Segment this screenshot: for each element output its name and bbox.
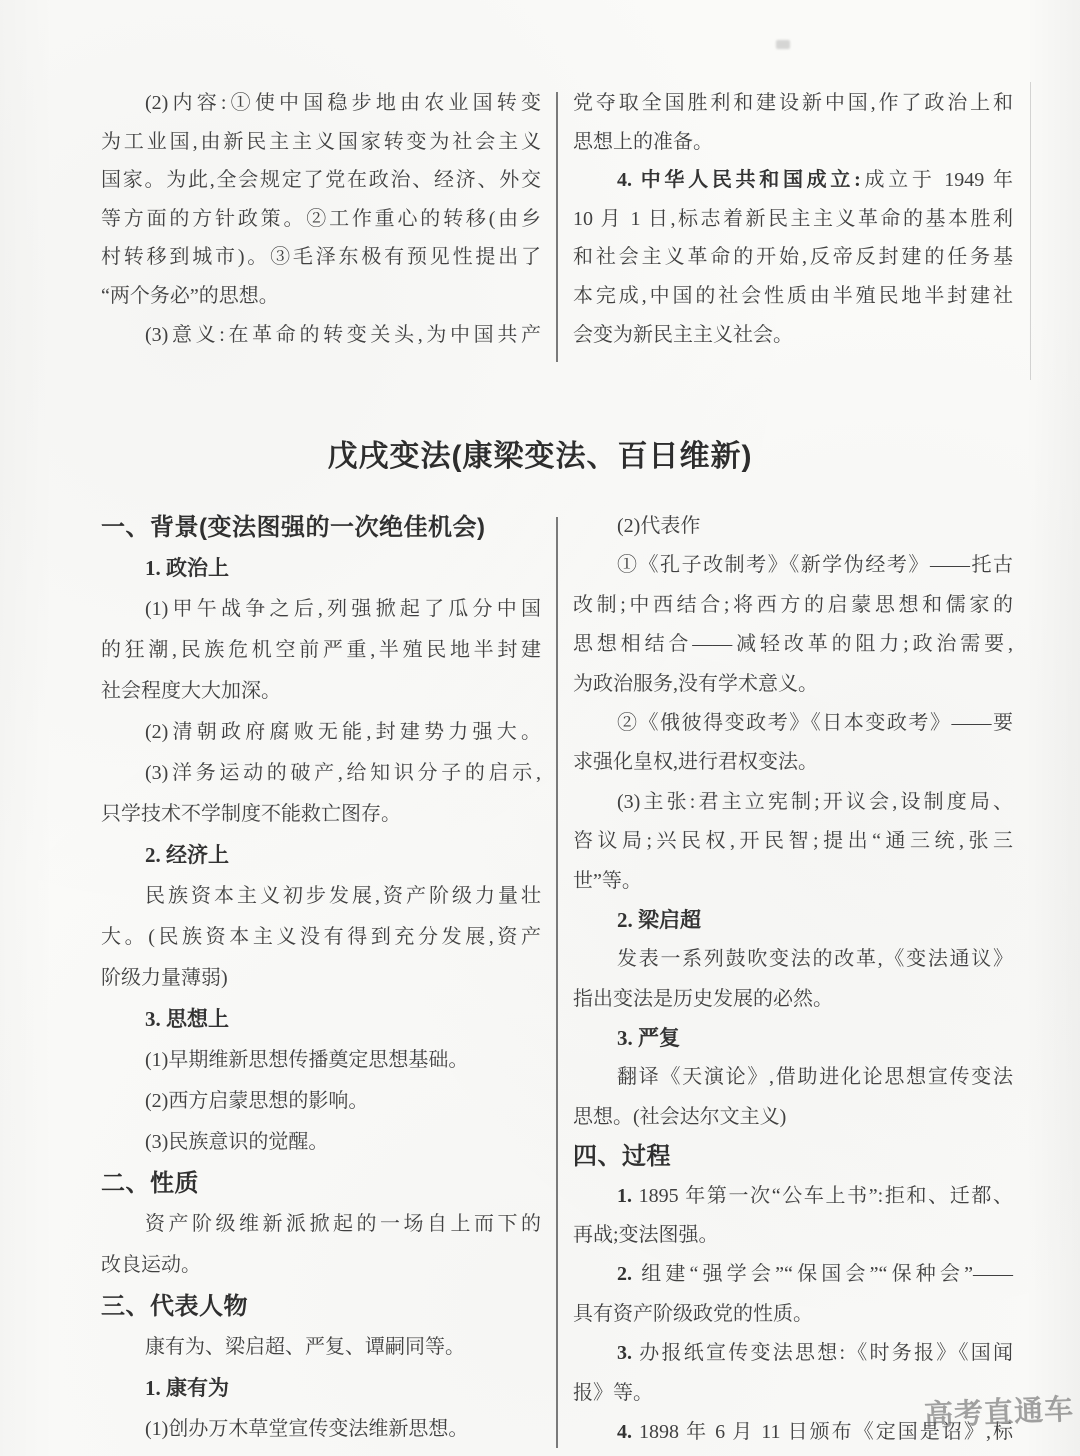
bold-text-run: 3. — [617, 1342, 640, 1365]
sub-heading: 1. 康有为 — [145, 1376, 229, 1400]
text-line: 4. 1898 年 6 月 11 日颁布《定国是诏》,标 — [617, 1420, 1013, 1443]
previous-topic-left-column — [101, 84, 541, 354]
text-line: 具有资产阶级政党的性质。 — [573, 1302, 813, 1325]
text-line: 国家。为此,全会规定了党在政治、经济、外交 — [101, 169, 541, 192]
text-line: (3)洋务运动的破产,给知识分子的启示, — [145, 762, 541, 784]
text-line: 只学技术不学制度不能救亡图存。 — [101, 803, 401, 825]
text-line: 翻译《天演论》,借助进化论思想宣传变法 — [617, 1066, 1013, 1089]
text-line: 本完成,中国的社会性质由半殖民地半封建社 — [573, 284, 1013, 307]
text-line: 再战;变法图强。 — [573, 1224, 719, 1247]
text-line: 和社会主义革命的开始,反帝反封建的任务基 — [573, 246, 1013, 269]
text-line: (2)清朝政府腐败无能,封建势力强大。 — [145, 721, 541, 743]
column-divider-bottom — [556, 517, 558, 1448]
text-line: (3)主张:君主立宪制;开议会,设制度局、 — [617, 790, 1013, 813]
text-line: 阶级力量薄弱) — [101, 967, 228, 989]
scan-edge-artifact — [1030, 82, 1031, 380]
text-line: ②《俄彼得变政考》《日本变政考》——要 — [617, 711, 1013, 734]
sub-heading: 3. 严复 — [617, 1026, 680, 1051]
text-line: 世”等。 — [573, 869, 642, 892]
text-line: (1)早期维新思想传播奠定思想基础。 — [145, 1049, 469, 1071]
text-line: 改制;中西结合;将西方的启蒙思想和儒家的 — [573, 593, 1013, 616]
text-line: 党夺取全国胜利和建设新中国,作了政治上和 — [573, 92, 1013, 114]
section-heading: 三、代表人物 — [101, 1293, 248, 1320]
text-line: 1. 1895 年第一次“公车上书”:拒和、迁都、 — [617, 1184, 1014, 1207]
section-heading: 二、性质 — [101, 1170, 199, 1197]
bold-text-run: 4. — [617, 1420, 640, 1443]
bold-text-run: 4. 中华人民共和国成立: — [617, 169, 861, 192]
text-line: 的狂潮,民族危机空前严重,半殖民地半封建 — [101, 639, 541, 661]
sub-heading: 3. 思想上 — [145, 1007, 229, 1031]
text-line: (3)意义:在革命的转变关头,为中国共产 — [145, 323, 541, 346]
text-line: 村转移到城市)。③毛泽东极有预见性提出了 — [101, 246, 541, 269]
watermark: 高考直通车 — [923, 1393, 1075, 1433]
text-line: 求强化皇权,进行君权变法。 — [573, 751, 818, 774]
text-line: “两个务必”的思想。 — [101, 284, 279, 307]
text-line: 10 月 1 日,标志着新民主主义革命的基本胜利 — [573, 207, 1013, 230]
text-line: (2)内容:①使中国稳步地由农业国转变 — [145, 92, 541, 114]
text-line: 思想。(社会达尔文主义) — [573, 1105, 787, 1128]
text-line: (2)代表作 — [617, 515, 701, 537]
text-line: (3)民族意识的觉醒。 — [145, 1131, 329, 1153]
scan-speck-artifact — [776, 40, 790, 49]
text-line: 资产阶级维新派掀起的一场自上而下的 — [145, 1213, 541, 1235]
main-topic-right-column — [573, 507, 1013, 1452]
text-line: 社会程度大大加深。 — [101, 680, 281, 702]
text-line: 思想相结合——减轻改革的阻力;政治需要, — [573, 633, 1013, 656]
text-line: (1)创办万木草堂宣传变法维新思想。 — [145, 1418, 469, 1440]
text-line: 康有为、梁启超、严复、谭嗣同等。 — [145, 1336, 465, 1358]
text-line: 大。(民族资本主义没有得到充分发展,资产 — [101, 926, 541, 948]
section-heading: 一、背景(变法图强的一次绝佳机会) — [101, 514, 486, 541]
bold-text-run: 1. — [617, 1184, 639, 1207]
text-line: 会变为新民主主义社会。 — [573, 323, 793, 346]
text-line: 咨议局;兴民权,开民智;提出“通三统,张三 — [573, 830, 1013, 853]
sub-heading: 2. 经济上 — [145, 843, 229, 867]
section-heading: 四、过程 — [573, 1143, 671, 1171]
page-title: 戊戌变法(康梁变法、百日维新) — [327, 440, 753, 473]
text-line: 报》等。 — [573, 1381, 653, 1404]
text-line: (1)甲午战争之后,列强掀起了瓜分中国 — [145, 598, 541, 620]
text-line: 思想上的准备。 — [573, 130, 713, 153]
text-line: (2)西方启蒙思想的影响。 — [145, 1090, 369, 1112]
text-line: 为政治服务,没有学术意义。 — [573, 672, 818, 695]
previous-topic-right-column — [573, 84, 1013, 354]
text-line: 发表一系列鼓吹变法的改革,《变法通议》 — [617, 948, 1013, 971]
column-divider-top — [556, 92, 558, 362]
text-line: 指出变法是历史发展的必然。 — [573, 987, 833, 1010]
text-line: 4. 中华人民共和国成立:成立于 1949 年 — [617, 169, 1013, 192]
sub-heading: 2. 梁启超 — [617, 907, 701, 932]
sub-heading: 1. 政治上 — [145, 556, 229, 580]
main-topic-left-column — [101, 507, 541, 1450]
text-line: 为工业国,由新民主主义国家转变为社会主义 — [101, 130, 541, 153]
text-line: 改良运动。 — [101, 1254, 201, 1276]
text-line: 3. 办报纸宣传变法思想:《时务报》《国闻 — [617, 1342, 1013, 1365]
bold-text-run: 2. — [617, 1263, 642, 1286]
text-line: 民族资本主义初步发展,资产阶级力量壮 — [145, 885, 541, 907]
text-line: ①《孔子改制考》《新学伪经考》——托古 — [617, 554, 1013, 577]
text-line: 2. 组建“强学会”“保国会”“保种会”—— — [617, 1263, 1014, 1286]
text-line: 等方面的方针政策。②工作重心的转移(由乡 — [101, 207, 541, 230]
